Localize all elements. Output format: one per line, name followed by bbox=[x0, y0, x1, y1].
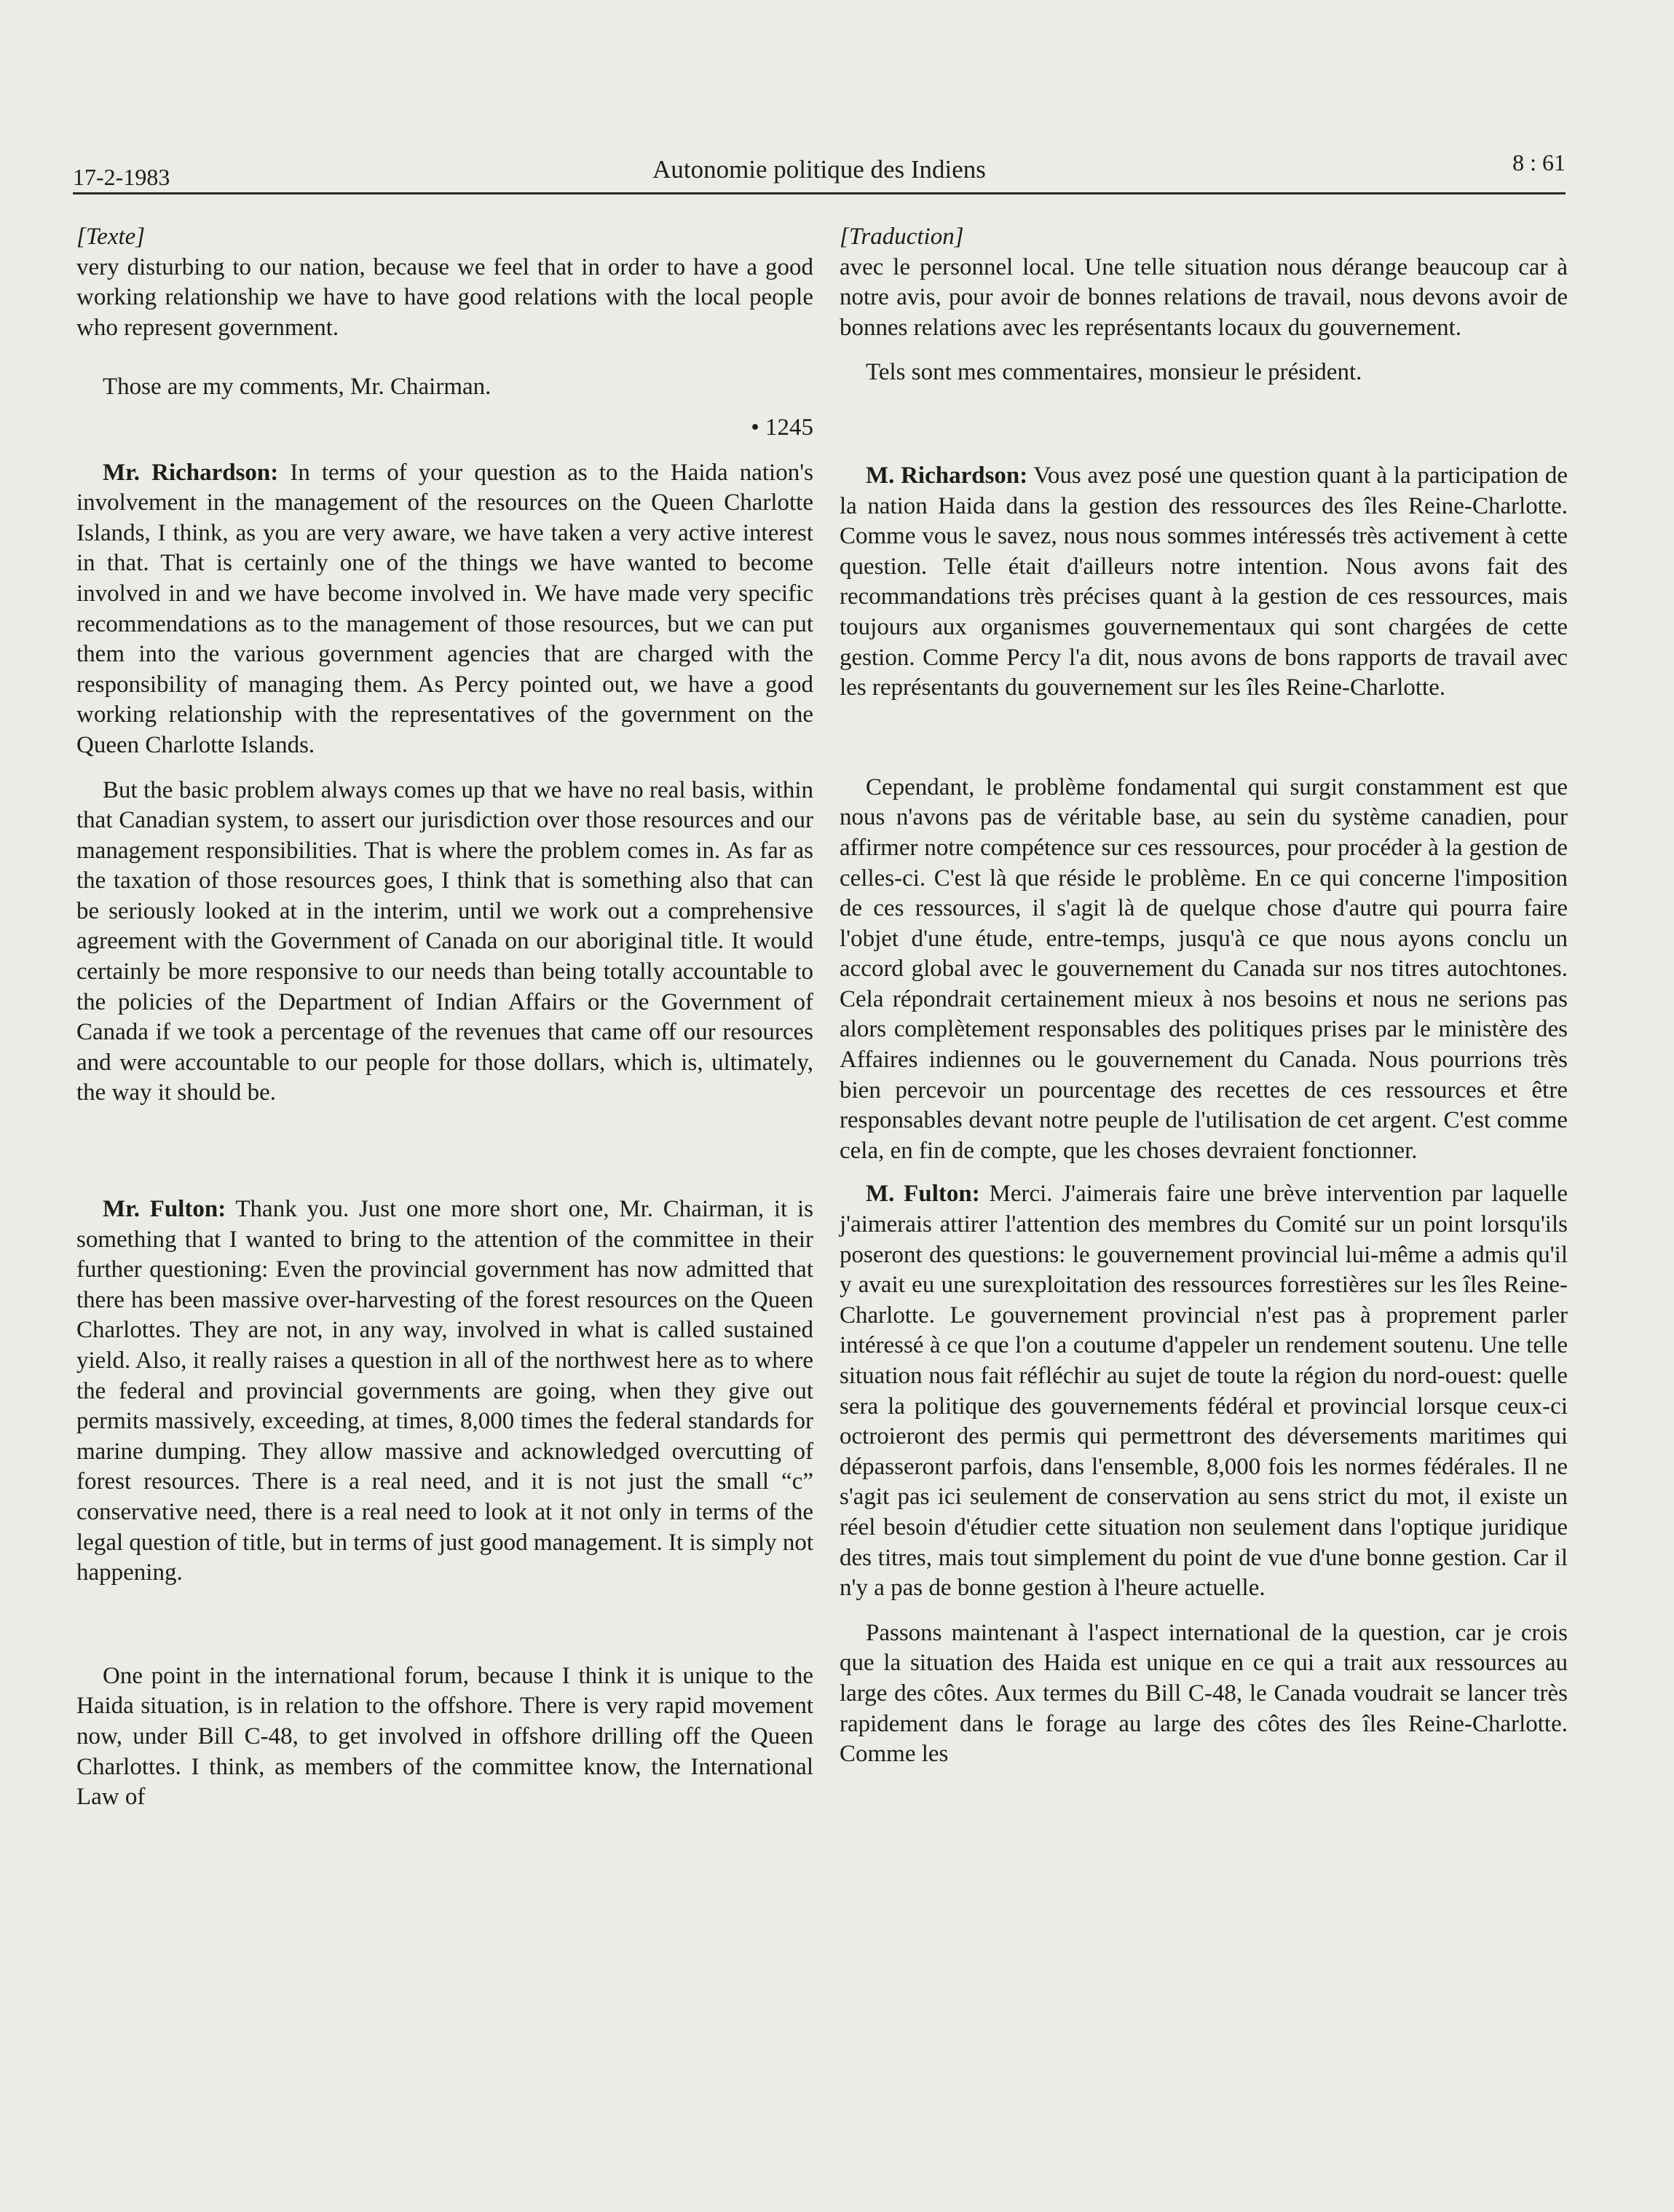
header-title: Autonomie politique des Indiens bbox=[652, 155, 986, 184]
speaker-name: M. Richardson: bbox=[866, 462, 1028, 489]
speaker-name: Mr. Richardson: bbox=[103, 459, 279, 486]
column-tag: [Traduction] bbox=[840, 224, 964, 250]
column-tag: [Texte] bbox=[76, 224, 146, 250]
speaker-name: M. Fulton: bbox=[866, 1181, 980, 1208]
speaker-name: Mr. Fulton: bbox=[103, 1196, 226, 1223]
speech-text: Thank you. Just one more short one, Mr. Chairman, it is something that I wanted to bring to the attention of the committee in their further questioning: Even the provincial government has now admitted that there has been massive over-harvesting of the forest resources on the Queen Charlottes. They are not, in any way, involved in what is called sustained yield. Also, it really raises a question in all of the northwest here as to where the federal and provincial governments are going, when they give out permits massively, exceeding, at times, 8,000 times the federal standards for marine dumping. They allow massive and acknowledged overcutting of forest resources. There is a real need, and it is not just the small “c” conservative need, there is a real need to look at it not only in terms of the legal question of title, but in terms of just good management. It is simply not happening. bbox=[76, 1196, 813, 1586]
page-header bbox=[73, 149, 1566, 193]
french-column bbox=[840, 222, 1568, 1770]
paragraph bbox=[76, 1194, 813, 1589]
header-page-number: 8 : 61 bbox=[1512, 149, 1566, 176]
speech-text: Merci. J'aimerais faire une brève intervention par laquelle j'aimerais attirer l'attention des membres du Comité sur un point lorsqu'ils poseront des questions: le gouvernement provincial lui-même a admis qu'il y avait eu une surexploitation des ressources forrestières sur les îles Reine-Charlotte. Le gouvernement provincial n'est pas à proprement parler intéressé à ce que l'on a coutume d'appeler un rendement soutenu. Une telle situation nous fait réfléchir au sujet de toute la région du nord-ouest: quelle sera la politique des gouvernements fédéral et provincial lorsque ceux-ci octroieront des permis qui permettront des déversements maritimes qui dépasseront parfois, dans l'ensemble, 8,000 fois les normes fédérales. Il ne s'agit pas ici seulement de conservation au sens strict du mot, il existe un réel besoin d'étudier cette situation non seulement dans l'optique juridique des titres, mais tout simplement du point de vue d'une bonne gestion. Car il n'y a pas de bonne gestion à l'heure actuelle. bbox=[840, 1181, 1568, 1602]
paragraph bbox=[840, 1179, 1568, 1603]
header-rule bbox=[73, 192, 1566, 194]
paragraph: avec le personnel local. Une telle situation nous dérange beaucoup car à notre avis, pour avoir de bonnes relations de travail, nous devons avoir de bonnes relations avec les représentants locaux du gouvernement. bbox=[840, 253, 1568, 341]
time-marker: • 1245 bbox=[751, 414, 813, 441]
paragraph: Tels sont mes commentaires, monsieur le président. bbox=[866, 359, 1362, 386]
header-date: 17-2-1983 bbox=[73, 164, 170, 190]
paragraph: But the basic problem always comes up that we have no real basis, within that Canadian system, to assert our jurisdiction over those resources and our management responsibilities. That is where the problem comes in. As far as the taxation of those resources goes, I think that is something also that can be seriously looked at in the interim, until we work out a comprehensive agreement with the Government of Canada on our aboriginal title. It would certainly be more responsive to our needs than being totally accountable to the policies of the Department of Indian Affairs or the Government of Canada if we took a percentage of the revenues that came off our resources and were accountable to our people for those dollars, which is, ultimately, the way it should be. bbox=[76, 776, 813, 1106]
paragraph: very disturbing to our nation, because we feel that in order to have a good working relationship we have to have good relations with the local people who represent government. bbox=[76, 253, 813, 341]
speech-text: In terms of your question as to the Haida nation's involvement in the management of the resources on the Queen Charlotte Islands, I think, as you are very aware, we have taken a very active interest in that. That is certainly one of the things we have wanted to become involved in and we have become involved in. We have made very specific recommendations as to the management of those resources, but we can put them into the various government agencies that are charged with the responsibility of managing them. As Percy pointed out, we have a good working relationship with the representatives of the government on the Queen Charlotte Islands. bbox=[76, 459, 813, 758]
paragraph: Those are my comments, Mr. Chairman. bbox=[103, 374, 491, 401]
english-column bbox=[76, 222, 813, 1813]
paragraph: Cependant, le problème fondamental qui surgit constamment est que nous n'avons pas de véritable base, au sein du système canadien, pour affirmer notre compétence sur ces ressources, pour procéder à la gestion de celles-ci. C'est là que réside le problème. En ce qui concerne l'imposition de ces ressources, il s'agit là de quelque chose d'autre qui pourra faire l'objet d'une étude, entre-temps, jusqu'à ce que nous ayons conclu un accord global avec le gouvernement du Canada sur nos titres autochtones. Cela répondrait certainement mieux à nos besoins et nous ne serions pas alors complètement responsables des politiques prises par le ministère des Affaires indiennes ou le gouvernement du Canada. Nous pourrions très bien percevoir un pourcentage des recettes de ces ressources et être responsables devant notre peuple de l'utilisation de cet argent. C'est comme cela, en fin de compte, que les choses devraient fonctionner. bbox=[840, 774, 1568, 1164]
speech-text: Vous avez posé une question quant à la participation de la nation Haida dans la gestion des ressources des îles Reine-Charlotte. Comme vous le savez, nous nous sommes intéressés très activement à cette question. Telle était d'ailleurs notre intention. Nous avons fait des recommandations très précises quant à la gestion de ces ressources, mais toujours aux organismes gouvernementaux qui sont chargées de cette gestion. Comme Percy l'a dit, nous avons de bons rapports de travail avec les représentants du gouvernement sur les îles Reine-Charlotte. bbox=[840, 462, 1568, 701]
paragraph bbox=[76, 458, 813, 761]
paragraph bbox=[840, 461, 1568, 704]
paragraph: One point in the international forum, because I think it is unique to the Haida situation, is in relation to the offshore. There is very rapid movement now, under Bill C-48, to get involved in offshore drilling off the Queen Charlottes. I think, as members of the committee know, the International Law of bbox=[76, 1662, 813, 1811]
paragraph: Passons maintenant à l'aspect international de la question, car je crois que la situation des Haida est unique en ce qui a trait aux ressources au large des côtes. Aux termes du Bill C-48, le Canada voudrait se lancer très rapidement dans le forage au large des côtes des îles Reine-Charlotte. Comme les bbox=[840, 1619, 1568, 1768]
